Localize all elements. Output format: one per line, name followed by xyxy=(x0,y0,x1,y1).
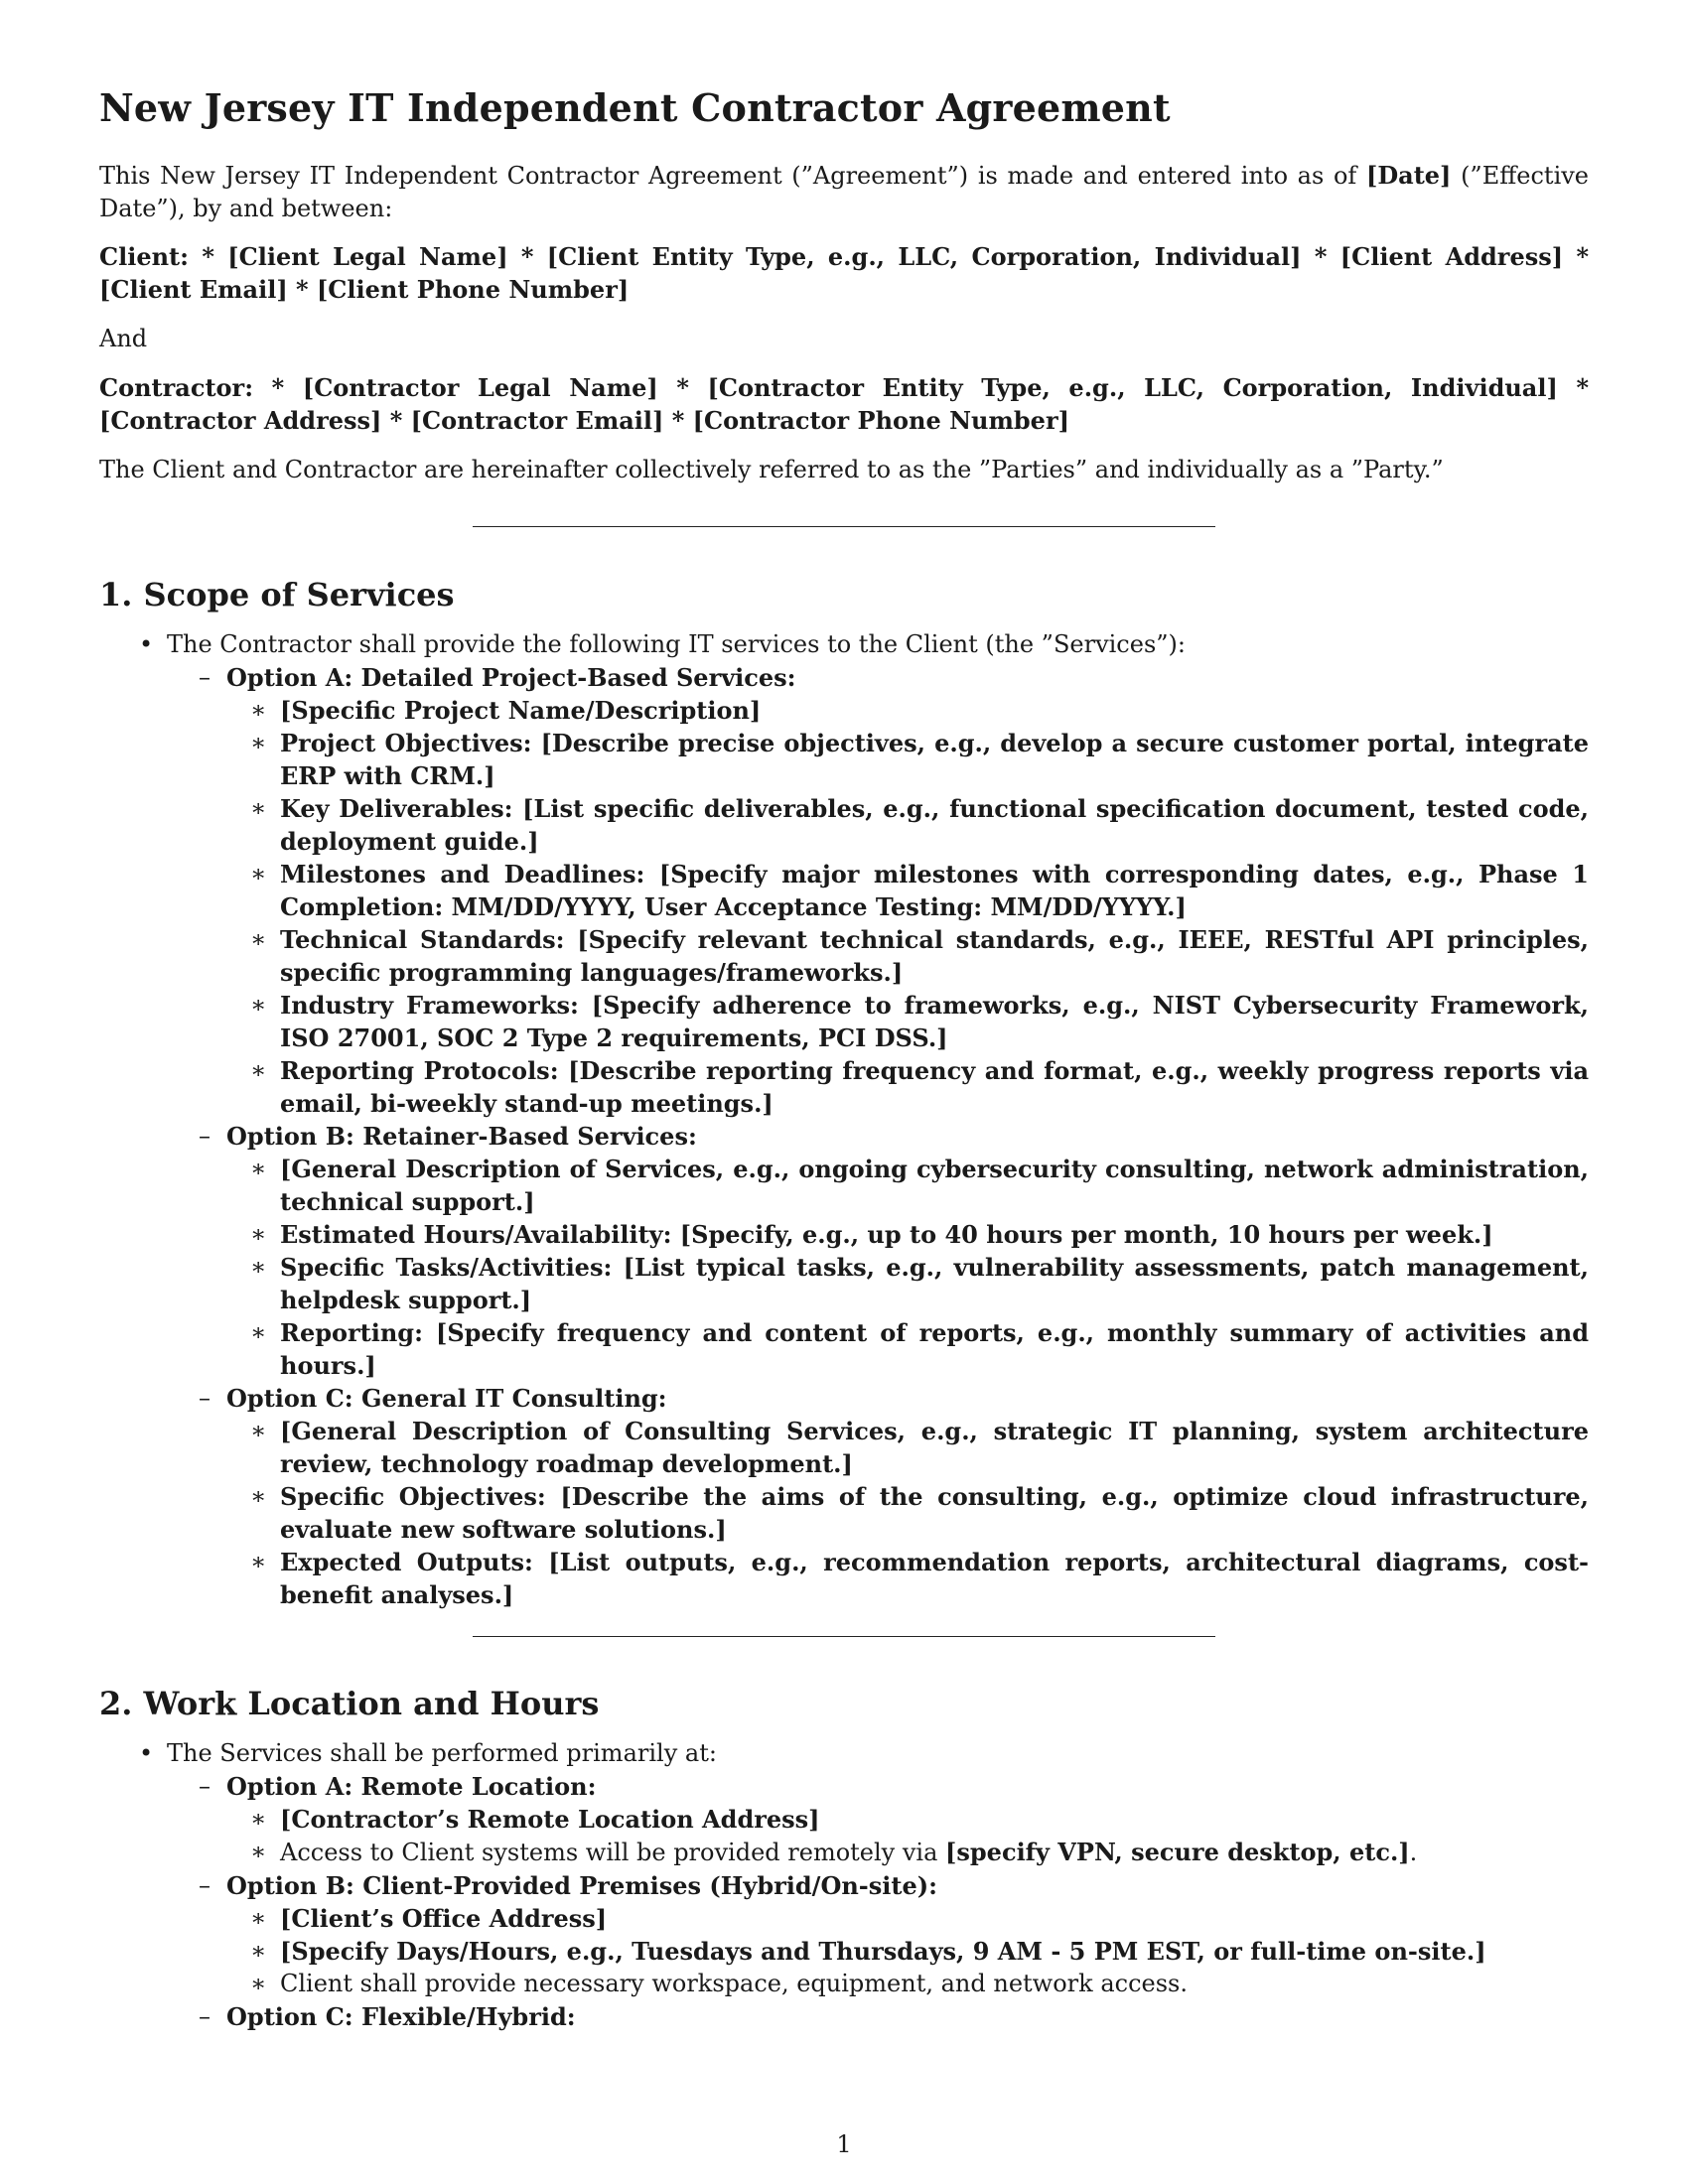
intro-paragraph xyxy=(99,159,1589,225)
list-item: • The Contractor shall provide the following IT services to the Client (the ”Services”): xyxy=(99,628,1589,661)
list-item: ∗ [Specific Project Name/Description] xyxy=(99,694,1589,727)
list-item: ∗ Specific Tasks/Activities: [List typical tasks, e.g., vulnerability assessments, patch management, helpdesk support.] xyxy=(99,1251,1589,1316)
document-title: New Jersey IT Independent Contractor Agreement xyxy=(99,85,1171,130)
client-fields: * [Client Legal Name] * [Client Entity Type, e.g., LLC, Corporation, Individual] * [Client Address] * [Client Email] * [Client Phone Number] xyxy=(99,242,1589,304)
list-item: ∗ Industry Frameworks: [Specify adherence to frameworks, e.g., NIST Cybersecurity Framework, ISO 27001, SOC 2 Type 2 requirements, PCI DSS.] xyxy=(99,989,1589,1054)
list-item: • The Services shall be performed primarily at: xyxy=(99,1737,1589,1770)
option-b-heading: – Option B: Client-Provided Premises (Hybrid/On-site): xyxy=(99,1869,1589,1902)
list-item: ∗ [Client’s Office Address] xyxy=(99,1902,1589,1935)
contractor-block xyxy=(99,371,1589,437)
list-item: ∗ Estimated Hours/Availability: [Specify, e.g., up to 40 hours per month, 10 hours per week.] xyxy=(99,1218,1589,1251)
list-item: ∗ [General Description of Consulting Services, e.g., strategic IT planning, system architecture review, technology roadmap development.] xyxy=(99,1415,1589,1480)
effective-date-placeholder: [Date] xyxy=(1365,161,1452,190)
list-item: ∗ Technical Standards: [Specify relevant technical standards, e.g., IEEE, RESTful API principles, specific programming languages/frameworks.] xyxy=(99,923,1589,989)
divider xyxy=(473,526,1215,527)
divider xyxy=(473,1636,1215,1637)
option-a-heading: – Option A: Remote Location: xyxy=(99,1770,1589,1803)
list-item-text: Access to Client systems will be provided remotely via xyxy=(280,1839,946,1866)
parties-paragraph: The Client and Contractor are hereinafter collectively referred to as the ”Parties” and individually as a ”Party.” xyxy=(99,456,1444,483)
list-item: ∗ Expected Outputs: [List outputs, e.g., recommendation reports, architectural diagrams, cost-benefit analyses.] xyxy=(99,1546,1589,1611)
section-1-list xyxy=(99,628,1589,1611)
list-item: ∗ Specific Objectives: [Describe the aims of the consulting, e.g., optimize cloud infrastructure, evaluate new software solutions.] xyxy=(99,1480,1589,1546)
list-item: ∗ Reporting: [Specify frequency and content of reports, e.g., monthly summary of activities and hours.] xyxy=(99,1316,1589,1382)
section-2-heading: 2. Work Location and Hours xyxy=(99,1685,600,1722)
contractor-label: Contractor: xyxy=(99,373,254,402)
option-c-heading: – Option C: Flexible/Hybrid: xyxy=(99,2000,1589,2033)
option-c-heading: – Option C: General IT Consulting: xyxy=(99,1382,1589,1415)
intro-text: This New Jersey IT Independent Contractor Agreement (”Agreement”) is made and entered into as of xyxy=(99,162,1366,190)
list-item: ∗ Project Objectives: [Describe precise objectives, e.g., develop a secure customer portal, integrate ERP with CRM.] xyxy=(99,727,1589,792)
list-item: ∗ Key Deliverables: [List specific deliverables, e.g., functional specification document, tested code, deployment guide.] xyxy=(99,792,1589,858)
page-number: 1 xyxy=(836,2130,852,2158)
list-item: ∗ Client shall provide necessary workspace, equipment, and network access. xyxy=(99,1968,1589,2000)
option-b-heading: – Option B: Retainer-Based Services: xyxy=(99,1120,1589,1153)
section-1-heading: 1. Scope of Services xyxy=(99,576,455,614)
option-a-heading: – Option A: Detailed Project-Based Services: xyxy=(99,661,1589,694)
list-item xyxy=(99,1836,1589,1869)
client-block xyxy=(99,240,1589,306)
list-item-text-end: . xyxy=(1409,1839,1418,1866)
and-text: And xyxy=(99,325,148,352)
list-item: ∗ [General Description of Services, e.g., ongoing cybersecurity consulting, network administration, technical support.] xyxy=(99,1153,1589,1218)
contractor-fields: * [Contractor Legal Name] * [Contractor Entity Type, e.g., LLC, Corporation, Individual] * [Contractor Address] * [Contractor Email] * [Contractor Phone Number] xyxy=(99,373,1589,435)
client-label: Client: xyxy=(99,242,189,271)
section-2-list xyxy=(99,1737,1589,2033)
list-item: ∗ Reporting Protocols: [Describe reporting frequency and format, e.g., weekly progress reports via email, bi-weekly stand-up meetings.] xyxy=(99,1054,1589,1120)
list-item: ∗ [Contractor’s Remote Location Address] xyxy=(99,1803,1589,1836)
list-item: ∗ Milestones and Deadlines: [Specify major milestones with corresponding dates, e.g., Phase 1 Completion: MM/DD/YYYY, User Acceptance Testing: MM/DD/YYYY.] xyxy=(99,858,1589,923)
list-item: ∗ [Specify Days/Hours, e.g., Tuesdays and Thursdays, 9 AM - 5 PM EST, or full-time on-site.] xyxy=(99,1935,1589,1968)
list-item-placeholder: [specify VPN, secure desktop, etc.] xyxy=(945,1838,1410,1866)
intro-text-end: (”Effective Date”), by and between: xyxy=(99,162,1590,222)
